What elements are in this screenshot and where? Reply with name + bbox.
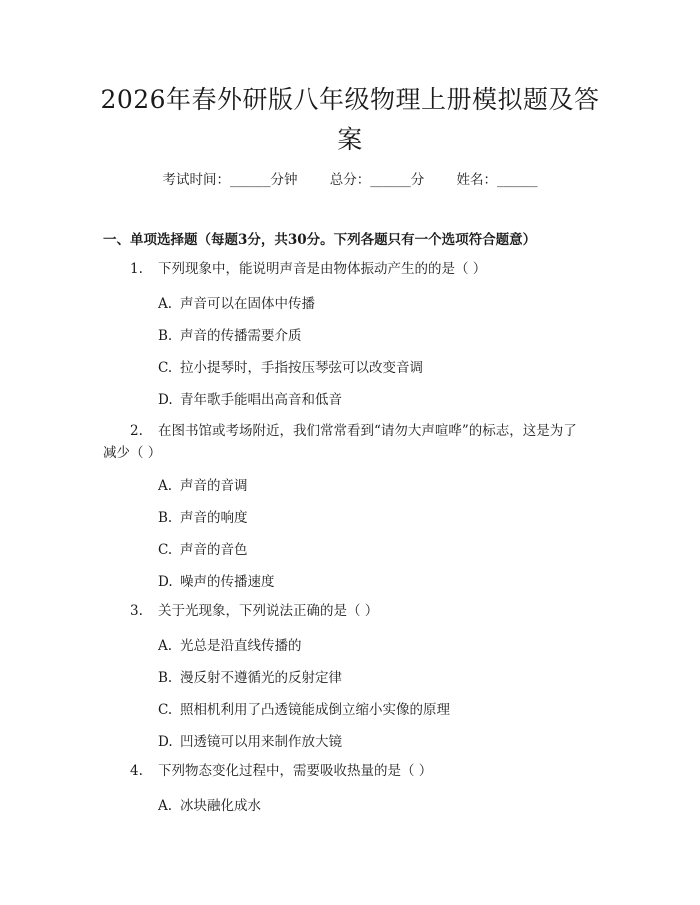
option-2c [158, 538, 248, 558]
option-1a [158, 292, 315, 312]
question-text-continued: 减少（ ） [103, 445, 162, 461]
exam-meta [0, 168, 700, 188]
name-field: 姓名：______ [456, 172, 538, 188]
option-text: 噪声的传播速度 [180, 574, 275, 590]
option-text: 漫反射不遵循光的反射定律 [180, 670, 342, 686]
question-number: 1. [130, 261, 143, 277]
total-score-field: 总分：______分 [329, 172, 425, 188]
option-letter: A. [158, 478, 173, 494]
question-2 [130, 420, 577, 442]
question-text: 关于光现象，下列说法正确的是（ ） [158, 603, 379, 619]
option-letter: D. [158, 392, 173, 408]
question-2-continued [103, 442, 161, 464]
option-text: 冰块融化成水 [180, 798, 261, 814]
option-letter: A. [158, 296, 173, 312]
document-title: 2026年春外研版八年级物理上册模拟题及答案 [100, 85, 600, 154]
option-1d [158, 388, 342, 408]
option-4a [158, 794, 261, 814]
question-text: 下列物态变化过程中，需要吸收热量的是（ ） [158, 763, 433, 779]
option-2d [158, 570, 275, 590]
option-3a [158, 634, 302, 654]
option-1c [158, 356, 423, 376]
option-letter: A. [158, 638, 173, 654]
option-3d [158, 730, 342, 750]
option-1b [158, 324, 302, 344]
option-text: 声音的传播需要介质 [180, 328, 302, 344]
option-text: 凹透镜可以用来制作放大镜 [180, 734, 342, 750]
question-number: 2. [130, 423, 143, 439]
option-text: 声音的音调 [180, 478, 248, 494]
option-text: 声音的响度 [180, 510, 248, 526]
option-text: 照相机利用了凸透镜能成倒立缩小实像的原理 [180, 702, 450, 718]
question-1 [130, 258, 486, 280]
question-number: 3. [130, 603, 143, 619]
section-heading: 一、单项选择题（每题3分，共30分。下列各题只有一个选项符合题意） [103, 232, 537, 248]
option-letter: D. [158, 574, 173, 590]
option-letter: C. [158, 360, 173, 376]
option-letter: C. [158, 702, 173, 718]
option-letter: A. [158, 798, 173, 814]
option-letter: C. [158, 542, 173, 558]
option-3c [158, 698, 450, 718]
option-letter: D. [158, 734, 173, 750]
exam-time-field: 考试时间：______分钟 [162, 172, 298, 188]
question-text: 下列现象中，能说明声音是由物体振动产生的的是（ ） [158, 261, 487, 277]
option-letter: B. [158, 328, 173, 344]
option-letter: B. [158, 510, 173, 526]
option-text: 光总是沿直线传播的 [180, 638, 302, 654]
option-text: 声音可以在固体中传播 [180, 296, 315, 312]
question-4 [130, 760, 432, 782]
option-text: 青年歌手能唱出高音和低音 [180, 392, 342, 408]
option-3b [158, 666, 342, 686]
option-text: 声音的音色 [180, 542, 248, 558]
option-text: 拉小提琴时，手指按压琴弦可以改变音调 [180, 360, 423, 376]
option-2b [158, 506, 248, 526]
option-2a [158, 474, 248, 494]
option-letter: B. [158, 670, 173, 686]
question-text: 在图书馆或考场附近，我们常常看到“请勿大声喧哗”的标志，这是为了 [158, 423, 577, 439]
question-3 [130, 600, 378, 622]
question-number: 4. [130, 763, 143, 779]
